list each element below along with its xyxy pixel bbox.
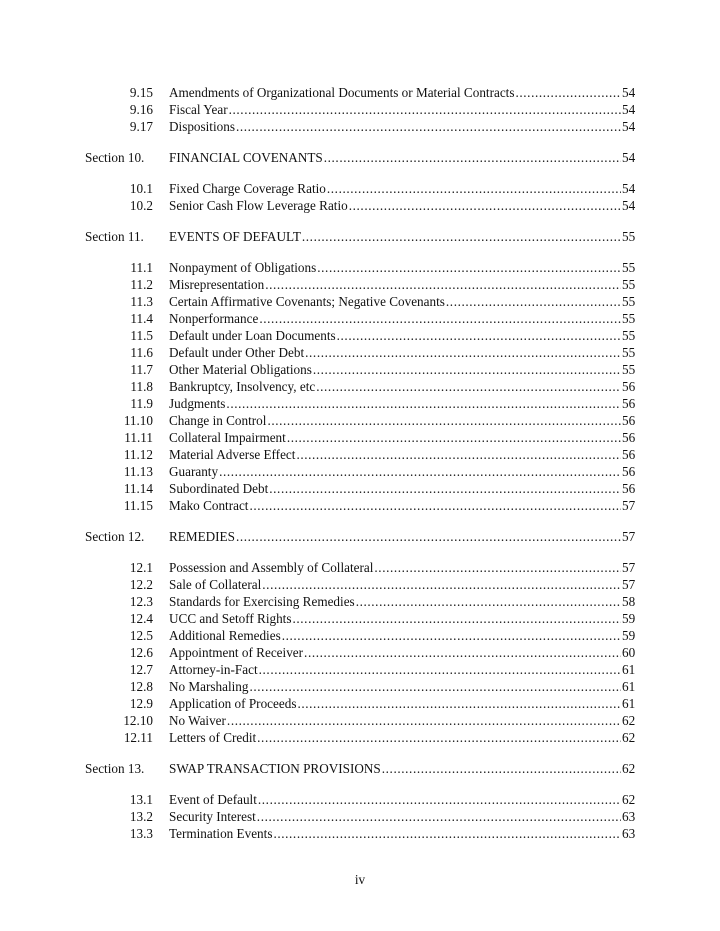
entry-number: 12.11 [123, 730, 153, 745]
dot-leader [297, 695, 621, 712]
dot-leader [269, 480, 621, 497]
entry-title-leader [169, 695, 621, 712]
entry-title-leader [169, 259, 621, 276]
entry-title: Sale of Collateral [169, 577, 262, 592]
dot-leader [317, 259, 621, 276]
entry-title-leader [169, 180, 621, 197]
dot-leader [273, 825, 621, 842]
entry-number: 13.1 [129, 792, 153, 807]
entry-title-leader [169, 149, 621, 166]
entry-title: Additional Remedies [169, 628, 281, 643]
dot-leader [265, 276, 621, 293]
entry-title-leader [169, 412, 621, 429]
toc-entry-row [0, 593, 720, 610]
toc-entry-row [0, 310, 720, 327]
entry-number: 11.2 [130, 277, 153, 292]
entry-title: Certain Affirmative Covenants; Negative Covenants [169, 294, 445, 309]
page-reference: 55 [622, 345, 636, 360]
page-reference: 54 [622, 85, 636, 100]
page-reference: 54 [622, 150, 636, 165]
entry-title-leader [169, 463, 621, 480]
entry-title-leader [169, 627, 621, 644]
entry-number: 12.8 [129, 679, 153, 694]
toc-entry-row [0, 661, 720, 678]
page-reference: 55 [622, 229, 636, 244]
toc-entry-row [0, 118, 720, 135]
toc-entry-row [0, 627, 720, 644]
entry-number: 11.3 [130, 294, 153, 309]
entry-title: Bankruptcy, Insolvency, etc [169, 379, 316, 394]
entry-title: Security Interest [169, 809, 256, 824]
entry-title-leader [169, 610, 621, 627]
entry-number: 9.16 [129, 102, 153, 117]
entry-title: Senior Cash Flow Leverage Ratio [169, 198, 348, 213]
entry-title-leader [169, 378, 621, 395]
toc-entry-row [0, 446, 720, 463]
toc-section-row [0, 760, 720, 777]
entry-number: 11.4 [130, 311, 153, 326]
dot-leader [262, 576, 621, 593]
page-reference: 54 [622, 102, 636, 117]
dot-leader [313, 361, 621, 378]
entry-number: 12.10 [123, 713, 153, 728]
toc-section-row [0, 528, 720, 545]
section-number: Section 10. [85, 150, 145, 165]
page-reference: 55 [622, 311, 636, 326]
toc-entry-row [0, 576, 720, 593]
entry-number: 12.3 [129, 594, 153, 609]
toc-entry-row [0, 84, 720, 101]
entry-title-leader [169, 825, 621, 842]
page-reference: 55 [622, 294, 636, 309]
toc-entry-row [0, 480, 720, 497]
entry-title: Possession and Assembly of Collateral [169, 560, 374, 575]
entry-title-leader [169, 576, 621, 593]
entry-number: 11.6 [130, 345, 153, 360]
section-title: REMEDIES [169, 529, 235, 544]
page-reference: 56 [622, 413, 636, 428]
dot-leader [515, 84, 621, 101]
dot-leader [292, 610, 621, 627]
toc-entry-row [0, 497, 720, 514]
entry-title-leader [169, 729, 621, 746]
toc-entry-row [0, 808, 720, 825]
page-reference: 56 [622, 481, 636, 496]
section-number: Section 11. [85, 229, 144, 244]
entry-title: Dispositions [169, 119, 235, 134]
entry-title: Change in Control [169, 413, 267, 428]
entry-title: Termination Events [169, 826, 273, 841]
entry-number: 12.5 [129, 628, 153, 643]
entry-number: 12.4 [129, 611, 153, 626]
toc-entry-row [0, 825, 720, 842]
entry-number: 12.7 [129, 662, 153, 677]
page-reference: 56 [622, 379, 636, 394]
entry-title: Judgments [169, 396, 226, 411]
entry-title-leader [169, 791, 621, 808]
entry-title: Material Adverse Effect [169, 447, 296, 462]
dot-leader [249, 497, 621, 514]
page-reference: 55 [622, 328, 636, 343]
dot-leader [316, 378, 621, 395]
section-title: FINANCIAL COVENANTS [169, 150, 323, 165]
entry-number: 10.2 [129, 198, 153, 213]
page-reference: 59 [622, 611, 636, 626]
page-reference: 54 [622, 119, 636, 134]
dot-leader [356, 593, 621, 610]
toc-entry-row [0, 678, 720, 695]
entry-title: Attorney-in-Fact [169, 662, 258, 677]
page-reference: 55 [622, 260, 636, 275]
page-reference: 57 [622, 498, 636, 513]
entry-number: 13.3 [129, 826, 153, 841]
toc-entry-row [0, 344, 720, 361]
toc-entry-row [0, 101, 720, 118]
entry-title-leader [169, 101, 621, 118]
dot-leader [229, 101, 621, 118]
entry-title: Application of Proceeds [169, 696, 297, 711]
entry-number: 11.7 [130, 362, 153, 377]
page-reference: 56 [622, 430, 636, 445]
toc-entry-row [0, 293, 720, 310]
dot-leader [446, 293, 621, 310]
entry-number: 11.13 [123, 464, 153, 479]
toc-entry-row [0, 610, 720, 627]
dot-leader [267, 412, 621, 429]
entry-title-leader [169, 559, 621, 576]
entry-number: 9.15 [129, 85, 153, 100]
toc-section-row [0, 228, 720, 245]
page-reference: 60 [622, 645, 636, 660]
entry-title-leader [169, 446, 621, 463]
entry-number: 11.15 [123, 498, 153, 513]
toc-entry-row [0, 429, 720, 446]
entry-title-leader [169, 395, 621, 412]
entry-number: 10.1 [129, 181, 153, 196]
page-reference: 61 [622, 679, 636, 694]
page-reference: 62 [622, 761, 636, 776]
entry-title-leader [169, 276, 621, 293]
dot-leader [304, 644, 621, 661]
dot-leader [259, 661, 621, 678]
dot-leader [302, 228, 621, 245]
page-reference: 54 [622, 198, 636, 213]
page-reference: 62 [622, 730, 636, 745]
toc-entry-row [0, 361, 720, 378]
page-reference: 56 [622, 464, 636, 479]
entry-title: Letters of Credit [169, 730, 257, 745]
entry-title-leader [169, 344, 621, 361]
page-number-footer: iv [354, 872, 366, 887]
entry-title: Fixed Charge Coverage Ratio [169, 181, 326, 196]
entry-number: 11.11 [124, 430, 153, 445]
entry-title: No Waiver [169, 713, 226, 728]
dot-leader [287, 429, 621, 446]
page-reference: 63 [622, 809, 636, 824]
entry-title-leader [169, 293, 621, 310]
entry-title-leader [169, 760, 621, 777]
entry-title: Appointment of Receiver [169, 645, 304, 660]
page-reference: 56 [622, 396, 636, 411]
entry-title-leader [169, 712, 621, 729]
page-reference: 55 [622, 277, 636, 292]
toc-entry-row [0, 463, 720, 480]
entry-title-leader [169, 310, 621, 327]
dot-leader [236, 118, 621, 135]
page-reference: 57 [622, 529, 636, 544]
entry-title-leader [169, 808, 621, 825]
section-title: EVENTS OF DEFAULT [169, 229, 301, 244]
entry-number: 12.6 [129, 645, 153, 660]
entry-title: Collateral Impairment [169, 430, 286, 445]
page-reference: 59 [622, 628, 636, 643]
dot-leader [282, 627, 621, 644]
entry-title-leader [169, 361, 621, 378]
page-reference: 63 [622, 826, 636, 841]
dot-leader [257, 729, 621, 746]
page-reference: 54 [622, 181, 636, 196]
entry-title: Other Material Obligations [169, 362, 312, 377]
page-reference: 62 [622, 792, 636, 807]
entry-title: Nonpayment of Obligations [169, 260, 317, 275]
dot-leader [296, 446, 621, 463]
entry-number: 12.2 [129, 577, 153, 592]
dot-leader [305, 344, 621, 361]
entry-title: Standards for Exercising Remedies [169, 594, 355, 609]
toc-entry-row [0, 695, 720, 712]
page-reference: 55 [622, 362, 636, 377]
dot-leader [327, 180, 621, 197]
entry-title: Fiscal Year [169, 102, 228, 117]
entry-title: Misrepresentation [169, 277, 265, 292]
entry-number: 11.14 [123, 481, 153, 496]
entry-title-leader [169, 118, 621, 135]
dot-leader [259, 310, 621, 327]
entry-title-leader [169, 84, 621, 101]
dot-leader [249, 678, 621, 695]
entry-number: 11.1 [130, 260, 153, 275]
entry-title-leader [169, 429, 621, 446]
toc-entry-row [0, 259, 720, 276]
entry-title: Default under Other Debt [169, 345, 305, 360]
entry-title-leader [169, 480, 621, 497]
entry-number: 11.10 [123, 413, 153, 428]
dot-leader [324, 149, 621, 166]
page-reference: 61 [622, 662, 636, 677]
entry-title: UCC and Setoff Rights [169, 611, 292, 626]
entry-number: 13.2 [129, 809, 153, 824]
dot-leader [219, 463, 621, 480]
dot-leader [258, 791, 621, 808]
dot-leader [337, 327, 621, 344]
toc-entry-row [0, 412, 720, 429]
toc-entry-row [0, 180, 720, 197]
section-number: Section 12. [85, 529, 145, 544]
page-reference: 62 [622, 713, 636, 728]
toc-entry-row [0, 395, 720, 412]
toc-entry-row [0, 197, 720, 214]
entry-number: 9.17 [129, 119, 153, 134]
table-of-contents [0, 84, 720, 842]
entry-title-leader [169, 327, 621, 344]
entry-title-leader [169, 228, 621, 245]
toc-entry-row [0, 729, 720, 746]
dot-leader [382, 760, 621, 777]
dot-leader [227, 712, 621, 729]
entry-number: 12.9 [129, 696, 153, 711]
page-reference: 61 [622, 696, 636, 711]
entry-title-leader [169, 197, 621, 214]
page-reference: 57 [622, 577, 636, 592]
dot-leader [257, 808, 621, 825]
entry-number: 11.8 [130, 379, 153, 394]
section-number: Section 13. [85, 761, 145, 776]
entry-number: 12.1 [129, 560, 153, 575]
entry-title-leader [169, 497, 621, 514]
toc-entry-row [0, 378, 720, 395]
entry-title-leader [169, 644, 621, 661]
entry-number: 11.12 [123, 447, 153, 462]
entry-title: Mako Contract [169, 498, 249, 513]
dot-leader [374, 559, 621, 576]
entry-number: 11.9 [130, 396, 153, 411]
page-reference: 56 [622, 447, 636, 462]
toc-entry-row [0, 327, 720, 344]
toc-entry-row [0, 559, 720, 576]
toc-entry-row [0, 276, 720, 293]
entry-title: Default under Loan Documents [169, 328, 336, 343]
entry-title: Subordinated Debt [169, 481, 269, 496]
entry-title: Nonperformance [169, 311, 259, 326]
entry-title: Event of Default [169, 792, 257, 807]
entry-title: No Marshaling [169, 679, 249, 694]
dot-leader [236, 528, 621, 545]
entry-title: Guaranty [169, 464, 219, 479]
toc-section-row [0, 149, 720, 166]
entry-number: 11.5 [130, 328, 153, 343]
page-reference: 57 [622, 560, 636, 575]
page-reference: 58 [622, 594, 636, 609]
dot-leader [226, 395, 621, 412]
toc-entry-row [0, 712, 720, 729]
entry-title-leader [169, 593, 621, 610]
toc-entry-row [0, 644, 720, 661]
toc-entry-row [0, 791, 720, 808]
section-title: SWAP TRANSACTION PROVISIONS [169, 761, 381, 776]
entry-title-leader [169, 678, 621, 695]
entry-title: Amendments of Organizational Documents or Material Contracts [169, 85, 515, 100]
dot-leader [349, 197, 621, 214]
entry-title-leader [169, 661, 621, 678]
entry-title-leader [169, 528, 621, 545]
